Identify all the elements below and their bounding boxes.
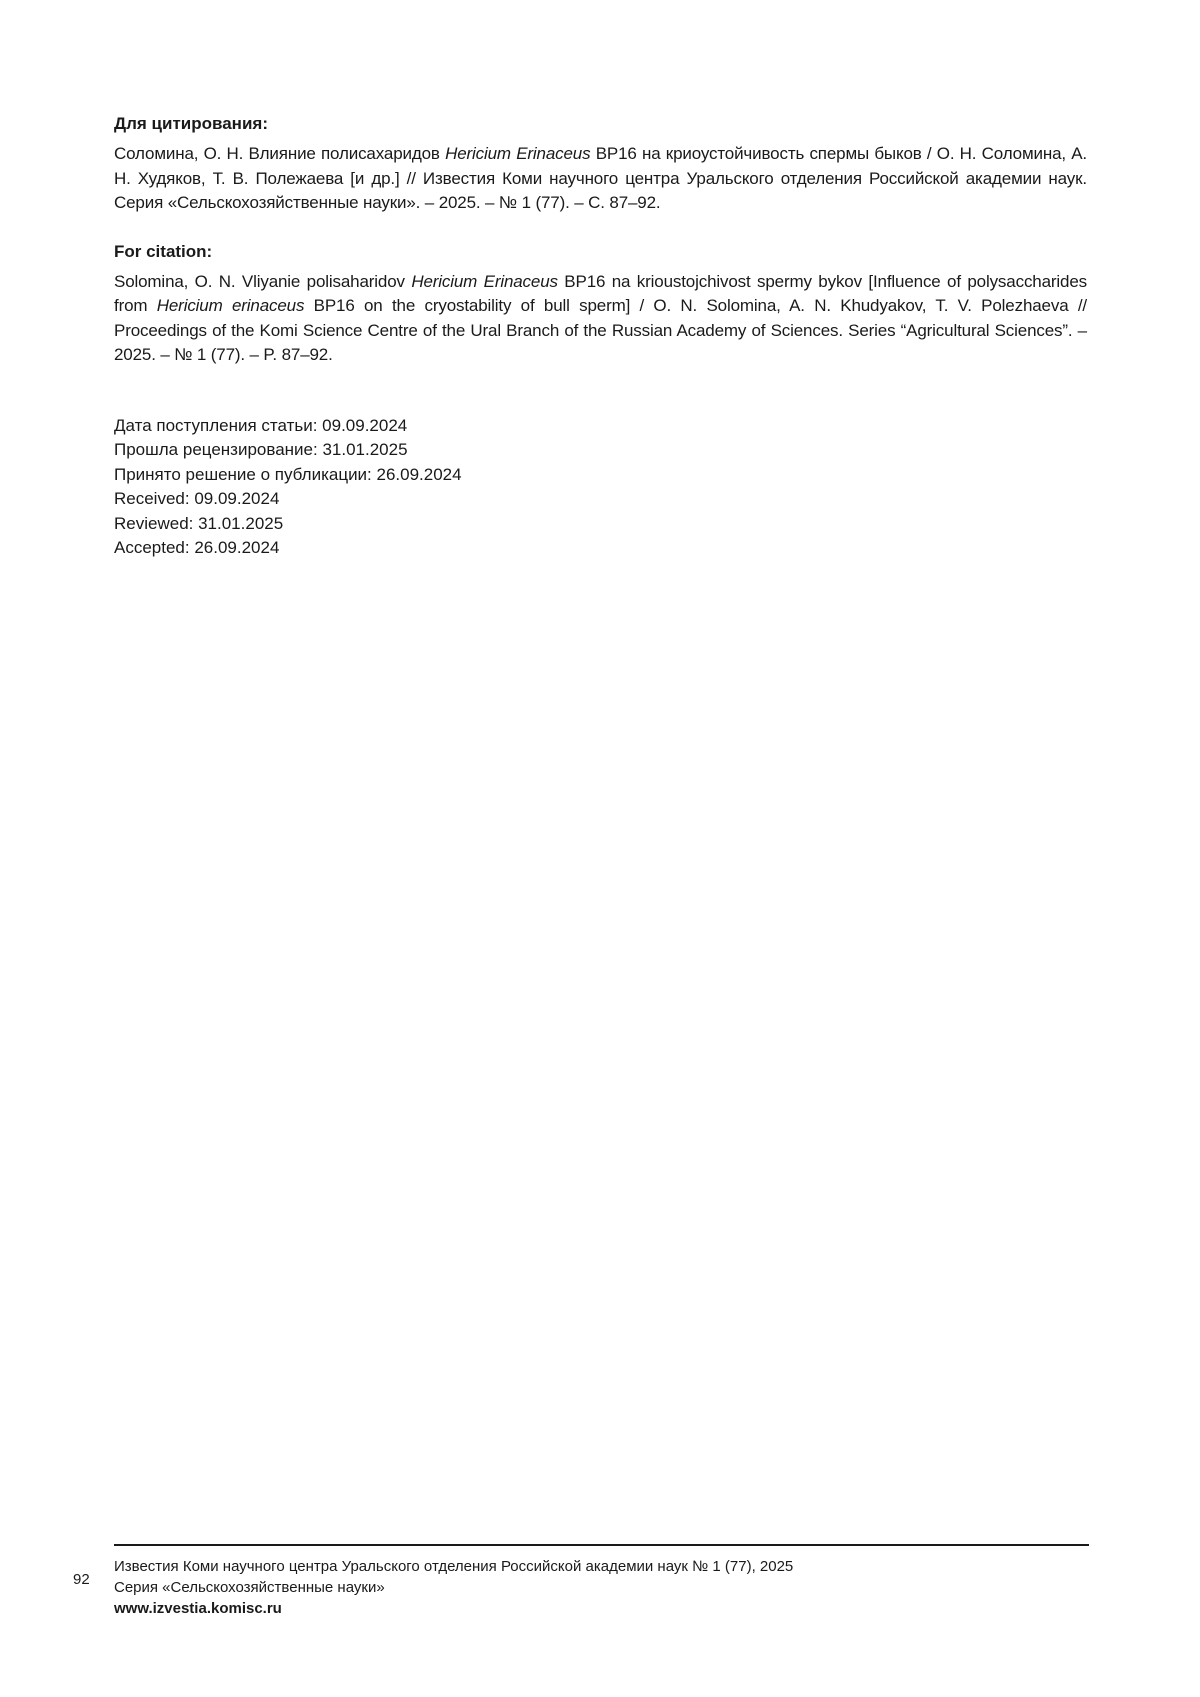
russian-citation-heading: Для цитирования: (114, 114, 268, 133)
english-citation-block (114, 240, 1087, 368)
article-dates (114, 414, 1087, 561)
english-citation-text-part3: BP16 on the cryostability of bull sperm] / O. N. Solomina, A. N. Khudyakov, T. V. Polezhaeva // Proceedings of the Komi Science Centre of the Ural Branch of the Russian Academy of Sciences. Series “Agricultural Sciences”. – 2025. – № 1 (77). – P. 87–92. (114, 296, 1088, 364)
received-date-en: Received: 09.09.2024 (114, 489, 280, 508)
reviewed-date-en: Reviewed: 31.01.2025 (114, 513, 284, 533)
russian-citation-text (114, 142, 1087, 216)
page-number: 92 (73, 1571, 90, 1588)
russian-citation-text-start: Соломина, О. Н. Влияние полисахаридов (114, 144, 446, 163)
footer-journal-title: Известия Коми научного центра Уральского отделения Российской академии наук № 1 (77), 2025 (114, 1558, 794, 1575)
accepted-date-en: Accepted: 26.09.2024 (114, 538, 280, 557)
footer-divider (114, 1544, 1089, 1546)
english-citation-heading: For citation: (114, 241, 213, 261)
citation-content (114, 112, 1087, 561)
russian-citation-block (114, 112, 1087, 216)
received-date-ru: Дата поступления статьи: 09.09.2024 (114, 415, 408, 435)
russian-citation-text-end: ВР16 на криоустойчивость спермы быков / О. Н. Соломина, А. Н. Худяков, Т. В. Полежаева [и др.] // Известия Коми научного центра Уральского отделения Российской академии наук. Серия «Сельскохозяйственные науки». – 2025. – № 1 (77). – С. 87–92. (114, 144, 1087, 212)
page-footer (114, 1544, 1089, 1619)
footer-website-link[interactable]: www.izvestia.komisc.ru (114, 1600, 282, 1617)
english-citation-text-part1: Solomina, O. N. Vliyanie polisaharidov (114, 271, 412, 291)
russian-citation-species: Hericium Erinaceus (445, 144, 591, 163)
accepted-date-ru: Принято решение о публикации: 26.09.2024 (114, 464, 462, 484)
footer-text (114, 1556, 1089, 1619)
reviewed-date-ru: Прошла рецензирование: 31.01.2025 (114, 440, 408, 459)
english-citation-text-part2: BP16 na krioustojchivost spermy bykov [Influence of polysaccharides from (114, 271, 1087, 315)
english-citation-species-1: Hericium Erinaceus (411, 271, 558, 291)
english-citation-text (114, 270, 1087, 368)
footer-series-title: Серия «Сельскохозяйственные науки» (114, 1579, 385, 1596)
english-citation-species-2: Hericium erinaceus (156, 296, 305, 315)
